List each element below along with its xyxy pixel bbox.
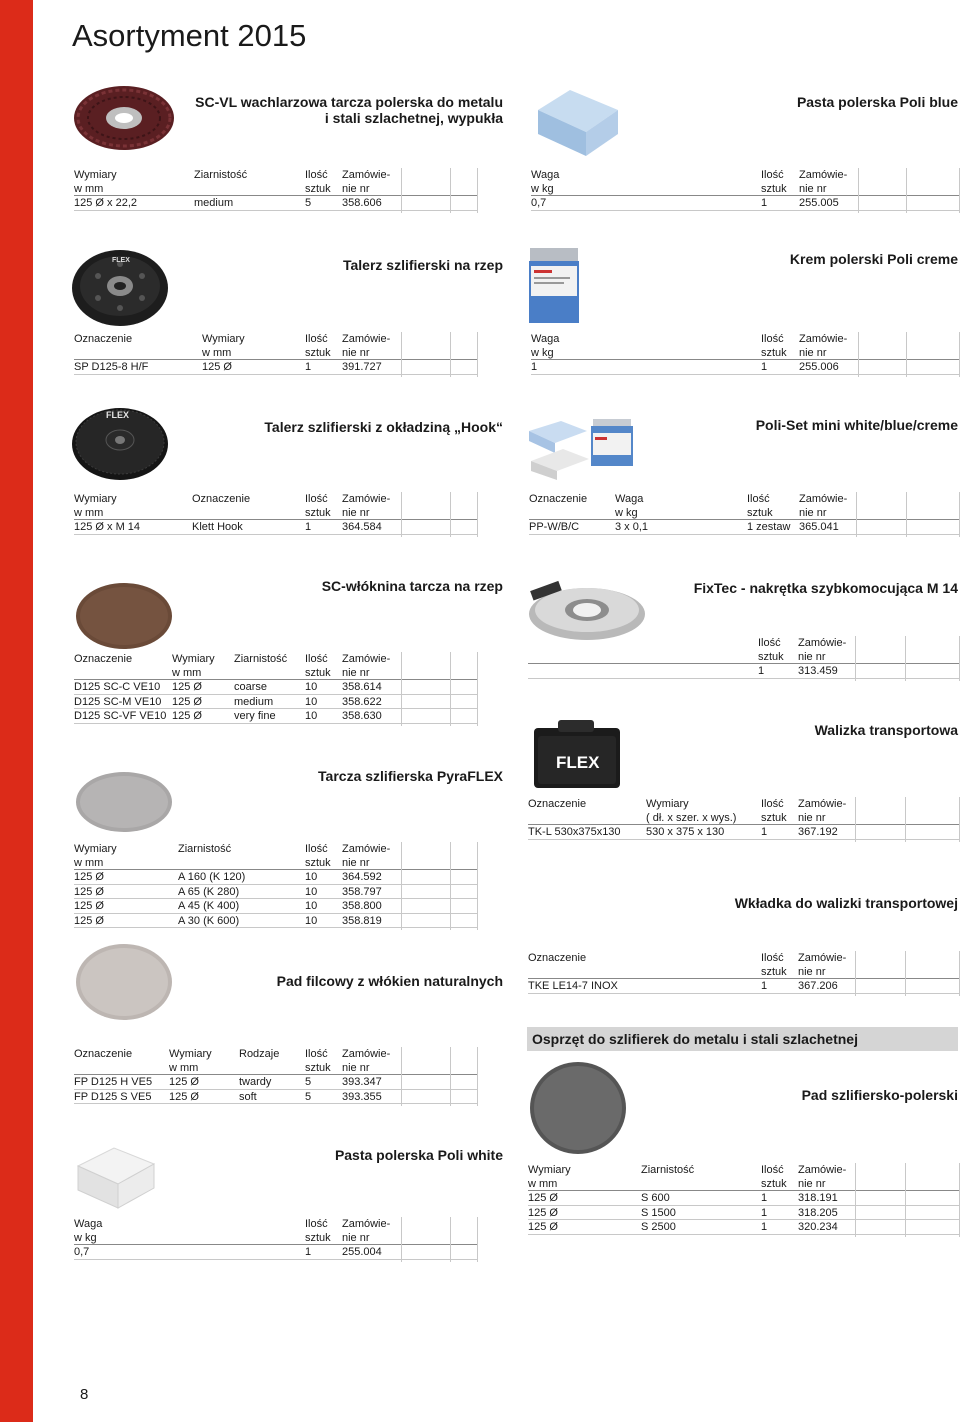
column-divider — [905, 797, 906, 842]
table-cell: 125 Ø — [74, 914, 104, 927]
table-cell: 5 — [305, 197, 312, 209]
table-talerz-rzep — [74, 332, 477, 375]
product-title-wkladka: Wkładka do walizki transportowej — [734, 895, 958, 911]
table-poli-creme — [531, 332, 959, 375]
table-cell: 255.004 — [342, 1246, 382, 1258]
table-cell: 125 Ø — [528, 1192, 558, 1204]
table-cell: 125 Ø — [528, 1221, 558, 1233]
table-cell: 1 — [761, 1206, 768, 1219]
product-title-sc-wloknina: SC-włóknina tarcza na rzep — [321, 578, 503, 594]
column-divider — [477, 652, 478, 726]
product-title-talerz-rzep: Talerz szlifierski na rzep — [342, 257, 503, 273]
column-divider — [905, 951, 906, 996]
product-title-talerz-hook: Talerz szlifierski z okładziną „Hook“ — [264, 419, 503, 435]
column-header: Zamówie- nie nr — [342, 333, 391, 359]
column-header: Zamówie- nie nr — [798, 798, 847, 824]
table-cell: medium — [194, 197, 234, 209]
table-row — [74, 680, 477, 695]
pyraflex-disc-image — [74, 768, 174, 834]
column-header: Wymiary ( dł. x szer. x wys.) — [646, 798, 737, 824]
product-title-pad-filcowy: Pad filcowy z włókien naturalnych — [276, 973, 503, 989]
table-cell: very fine — [234, 710, 276, 722]
flap-disc-image — [70, 80, 180, 152]
table-row — [529, 520, 959, 535]
table-row — [528, 1191, 959, 1206]
column-header: Ilość sztuk — [305, 333, 331, 359]
table-poli-blue — [531, 168, 959, 211]
column-header: Waga w kg — [74, 1218, 103, 1244]
table-cell: S 600 — [641, 1192, 670, 1204]
table-cell: 318.205 — [798, 1206, 838, 1219]
table-cell: S 1500 — [641, 1206, 676, 1219]
column-header: Ilość sztuk — [305, 843, 331, 869]
table-cell: 1 — [761, 1192, 768, 1204]
table-cell: 10 — [305, 681, 318, 693]
table-row — [528, 979, 959, 994]
table-row — [74, 695, 477, 710]
column-divider — [477, 1217, 478, 1262]
nonwoven-disc-image — [74, 580, 174, 650]
column-header: Ilość sztuk — [747, 493, 773, 519]
column-divider — [450, 332, 451, 377]
page-number: 8 — [80, 1386, 89, 1403]
column-header: Oznaczenie — [74, 333, 133, 345]
column-header: Zamówie- nie nr — [342, 653, 391, 679]
column-header: Wymiary w mm — [172, 653, 215, 679]
poli-set-image — [527, 413, 637, 481]
table-cell: 1 — [758, 665, 765, 677]
product-title-pyraflex: Tarcza szlifierska PyraFLEX — [318, 768, 503, 784]
table-header — [528, 951, 959, 979]
table-cell: A 65 (K 280) — [178, 885, 240, 898]
table-cell: 10 — [305, 885, 318, 898]
page-title: Asortyment 2015 — [72, 18, 307, 53]
column-header: Wymiary w mm — [528, 1164, 571, 1190]
table-cell: 0,7 — [74, 1246, 90, 1258]
table-cell: A 30 (K 600) — [178, 914, 240, 927]
table-row — [74, 885, 477, 900]
product-title-walizka: Walizka transportowa — [814, 722, 958, 738]
table-header — [74, 1047, 477, 1075]
table-cell: 125 Ø — [74, 885, 104, 898]
table-cell: D125 SC-VF VE10 — [74, 710, 167, 722]
column-divider — [477, 842, 478, 930]
table-cell: 530 x 375 x 130 — [646, 826, 725, 838]
column-header: Ilość sztuk — [761, 333, 787, 359]
table-cell: 313.459 — [798, 665, 838, 677]
column-header: Wymiary w mm — [74, 169, 117, 195]
column-header: Waga w kg — [531, 169, 560, 195]
table-cell: D125 SC-M VE10 — [74, 695, 162, 708]
table-row — [74, 870, 477, 885]
column-header: Ziarnistość — [641, 1164, 695, 1176]
column-divider — [477, 492, 478, 537]
table-cell: 5 — [305, 1076, 312, 1088]
table-cell: 10 — [305, 914, 318, 927]
table-cell: 1 zestaw — [747, 521, 791, 533]
column-divider — [855, 636, 856, 681]
table-pyraflex — [74, 842, 477, 928]
table-sc-wloknina — [74, 652, 477, 724]
table-wkladka — [528, 951, 959, 994]
column-header: Ilość sztuk — [761, 952, 787, 978]
table-cell: D125 SC-C VE10 — [74, 681, 161, 693]
column-divider — [401, 168, 402, 213]
column-header: Ilość sztuk — [305, 493, 331, 519]
table-cell: medium — [234, 695, 274, 708]
transport-case-image — [530, 716, 622, 790]
column-header: Oznaczenie — [74, 653, 133, 665]
table-cell: 367.192 — [798, 826, 838, 838]
section-header-osprzet: Osprzęt do szlifierek do metalu i stali szlachetnej — [527, 1027, 958, 1051]
table-cell: 393.347 — [342, 1076, 382, 1088]
table-cell: 367.206 — [798, 980, 838, 992]
table-cell: 10 — [305, 695, 318, 708]
table-cell: twardy — [239, 1076, 272, 1088]
column-header: Waga w kg — [615, 493, 644, 519]
table-cell: 5 — [305, 1090, 312, 1103]
table-cell: 1 — [761, 361, 768, 373]
table-cell: A 160 (K 120) — [178, 871, 246, 883]
column-header: Ilość sztuk — [305, 1218, 331, 1244]
table-header — [531, 168, 959, 196]
column-header: Ilość sztuk — [758, 637, 784, 663]
column-header: Zamówie- nie nr — [342, 1048, 391, 1074]
table-header — [74, 168, 477, 196]
column-header: Zamówie- nie nr — [342, 169, 391, 195]
table-header — [531, 332, 959, 360]
column-header: Zamówie- nie nr — [798, 637, 847, 663]
svg-text:FLEX: FLEX — [106, 410, 130, 420]
table-fixtec — [528, 636, 959, 679]
product-title-sc-vl: SC-VL wachlarzowa tarcza polerska do metalu i stali szlachetnej, wypukła — [195, 94, 503, 126]
table-cell: 255.005 — [799, 197, 839, 209]
table-row — [74, 1075, 477, 1090]
table-cell: 255.006 — [799, 361, 839, 373]
column-header: Oznaczenie — [528, 798, 587, 810]
table-cell: 125 Ø — [169, 1076, 199, 1088]
backing-pad-image — [70, 246, 170, 328]
table-cell: 125 Ø — [202, 361, 232, 373]
table-cell: 10 — [305, 900, 318, 912]
table-cell: 1 — [305, 361, 312, 373]
column-header: Oznaczenie — [74, 1048, 133, 1060]
table-cell: Klett Hook — [192, 521, 243, 533]
table-cell: SP D125-8 H/F — [74, 361, 149, 373]
table-cell: 1 — [761, 826, 768, 838]
column-header: Wymiary w mm — [169, 1048, 212, 1074]
table-header — [74, 842, 477, 870]
table-row — [74, 360, 477, 375]
table-row — [528, 664, 959, 679]
column-header: Rodzaje — [239, 1048, 280, 1060]
table-cell: 10 — [305, 710, 318, 722]
table-cell: 358.797 — [342, 885, 382, 898]
table-header — [74, 652, 477, 680]
table-cell: 125 Ø — [528, 1206, 558, 1219]
table-cell: 125 Ø x M 14 — [74, 521, 141, 533]
table-cell: 364.584 — [342, 521, 382, 533]
column-header: Ilość sztuk — [761, 1164, 787, 1190]
column-header: Oznaczenie — [192, 493, 251, 505]
grinding-pad-image — [528, 1060, 628, 1156]
table-cell: 1 — [761, 980, 768, 992]
column-divider — [450, 168, 451, 213]
column-divider — [401, 492, 402, 537]
column-divider — [858, 168, 859, 213]
table-cell: 3 x 0,1 — [615, 521, 649, 533]
table-row — [528, 825, 959, 840]
column-divider — [401, 1217, 402, 1262]
polish-bar-white-image — [74, 1142, 158, 1212]
table-row — [74, 914, 477, 929]
table-talerz-hook — [74, 492, 477, 535]
table-cell: 125 Ø — [172, 695, 202, 708]
table-cell: 320.234 — [798, 1221, 838, 1233]
table-cell: coarse — [234, 681, 268, 693]
table-header — [74, 332, 477, 360]
column-header: Ilość sztuk — [305, 169, 331, 195]
column-header: Ilość sztuk — [305, 1048, 331, 1074]
table-cell: 358.614 — [342, 681, 382, 693]
table-cell: 10 — [305, 871, 318, 883]
column-divider — [401, 652, 402, 726]
table-cell: 364.592 — [342, 871, 382, 883]
table-cell: TKE LE14-7 INOX — [528, 980, 618, 992]
table-row — [74, 1090, 477, 1105]
table-cell: A 45 (K 400) — [178, 900, 240, 912]
table-cell: FP D125 S VE5 — [74, 1090, 152, 1103]
table-row — [74, 1245, 477, 1260]
column-header: Ilość sztuk — [761, 798, 787, 824]
column-header: Zamówie- nie nr — [798, 1164, 847, 1190]
felt-pad-image — [74, 940, 174, 1022]
column-header: Zamówie- nie nr — [342, 843, 391, 869]
table-header — [528, 636, 959, 664]
column-divider — [905, 636, 906, 681]
table-header — [529, 492, 959, 520]
column-header: Ziarnistość — [234, 653, 288, 665]
table-cell: 0,7 — [531, 197, 547, 209]
column-header: Zamówie- nie nr — [798, 952, 847, 978]
table-header — [528, 1163, 959, 1191]
column-divider — [855, 797, 856, 842]
table-cell: 318.191 — [798, 1192, 838, 1204]
column-divider — [450, 1047, 451, 1106]
accent-sidebar — [0, 0, 33, 1422]
product-title-poli-creme: Krem polerski Poli creme — [789, 251, 958, 267]
table-cell: FP D125 H VE5 — [74, 1076, 153, 1088]
column-divider — [401, 332, 402, 377]
table-cell: soft — [239, 1090, 257, 1103]
column-divider — [905, 1163, 906, 1237]
table-cell: 365.041 — [799, 521, 839, 533]
table-cell: 358.819 — [342, 914, 382, 927]
table-cell: 125 Ø x 22,2 — [74, 197, 137, 209]
table-row — [74, 520, 477, 535]
column-divider — [450, 492, 451, 537]
table-cell: 1 — [305, 1246, 312, 1258]
table-cell: 1 — [305, 521, 312, 533]
hook-backing-pad-image — [70, 400, 170, 482]
table-cell: S 2500 — [641, 1221, 676, 1233]
column-header: Zamówie- nie nr — [799, 333, 848, 359]
table-cell: 358.800 — [342, 900, 382, 912]
column-divider — [906, 168, 907, 213]
product-title-fixtec: FixTec - nakrętka szybkomocująca M 14 — [693, 580, 958, 596]
table-cell: 125 Ø — [169, 1090, 199, 1103]
table-cell: 358.622 — [342, 695, 382, 708]
column-divider — [856, 492, 857, 537]
table-cell: TK-L 530x375x130 — [528, 826, 621, 838]
column-header: Ziarnistość — [194, 169, 248, 181]
column-divider — [450, 842, 451, 930]
table-row — [531, 196, 959, 211]
table-cell: 1 — [761, 197, 768, 209]
table-cell: 358.630 — [342, 710, 382, 722]
table-sc-vl — [74, 168, 477, 211]
table-header — [74, 1217, 477, 1245]
table-header — [528, 797, 959, 825]
column-header: Ilość sztuk — [305, 653, 331, 679]
table-row — [74, 709, 477, 724]
column-divider — [855, 1163, 856, 1237]
product-title-poli-set: Poli-Set mini white/blue/creme — [755, 417, 958, 433]
table-poli-white — [74, 1217, 477, 1260]
table-cell: 125 Ø — [172, 681, 202, 693]
column-header: Wymiary w mm — [74, 493, 117, 519]
product-title-pad-szlifiersko: Pad szlifiersko-polerski — [801, 1087, 958, 1103]
table-poli-set — [529, 492, 959, 535]
svg-text:FLEX: FLEX — [556, 753, 600, 772]
table-row — [531, 360, 959, 375]
table-cell: 391.727 — [342, 361, 382, 373]
table-cell: 1 — [761, 1221, 768, 1233]
table-cell: PP-W/B/C — [529, 521, 580, 533]
polish-cream-jar-image — [528, 246, 580, 324]
product-title-poli-blue: Pasta polerska Poli blue — [796, 94, 958, 110]
table-row — [528, 1220, 959, 1235]
column-header: Ilość sztuk — [761, 169, 787, 195]
column-header: Zamówie- nie nr — [342, 493, 391, 519]
table-walizka — [528, 797, 959, 840]
column-header: Oznaczenie — [528, 952, 587, 964]
column-divider — [858, 332, 859, 377]
column-divider — [477, 1047, 478, 1106]
column-divider — [906, 492, 907, 537]
column-header: Zamówie- nie nr — [342, 1218, 391, 1244]
table-row — [74, 899, 477, 914]
table-cell: 358.606 — [342, 197, 382, 209]
column-header: Wymiary w mm — [74, 843, 117, 869]
column-header: Wymiary w mm — [202, 333, 245, 359]
table-pad-szlifiersko — [528, 1163, 959, 1235]
column-header: Waga w kg — [531, 333, 560, 359]
column-divider — [855, 951, 856, 996]
svg-text:FLEX: FLEX — [112, 257, 130, 264]
column-divider — [477, 332, 478, 377]
column-header: Zamówie- nie nr — [799, 493, 848, 519]
column-header: Ziarnistość — [178, 843, 232, 855]
table-cell: 393.355 — [342, 1090, 382, 1103]
table-header — [74, 492, 477, 520]
table-cell: 125 Ø — [172, 710, 202, 722]
product-title-poli-white: Pasta polerska Poli white — [334, 1147, 503, 1163]
column-divider — [906, 332, 907, 377]
table-cell: 125 Ø — [74, 900, 104, 912]
table-cell: 1 — [531, 361, 538, 373]
polish-bar-blue-image — [530, 80, 620, 160]
column-header: Zamówie- nie nr — [799, 169, 848, 195]
column-divider — [450, 1217, 451, 1262]
column-header: Oznaczenie — [529, 493, 588, 505]
table-cell: 125 Ø — [74, 871, 104, 883]
table-row — [528, 1206, 959, 1221]
table-pad-filcowy — [74, 1047, 477, 1104]
column-divider — [477, 168, 478, 213]
column-divider — [401, 1047, 402, 1106]
column-divider — [401, 842, 402, 930]
column-divider — [450, 652, 451, 726]
table-row — [74, 196, 477, 211]
